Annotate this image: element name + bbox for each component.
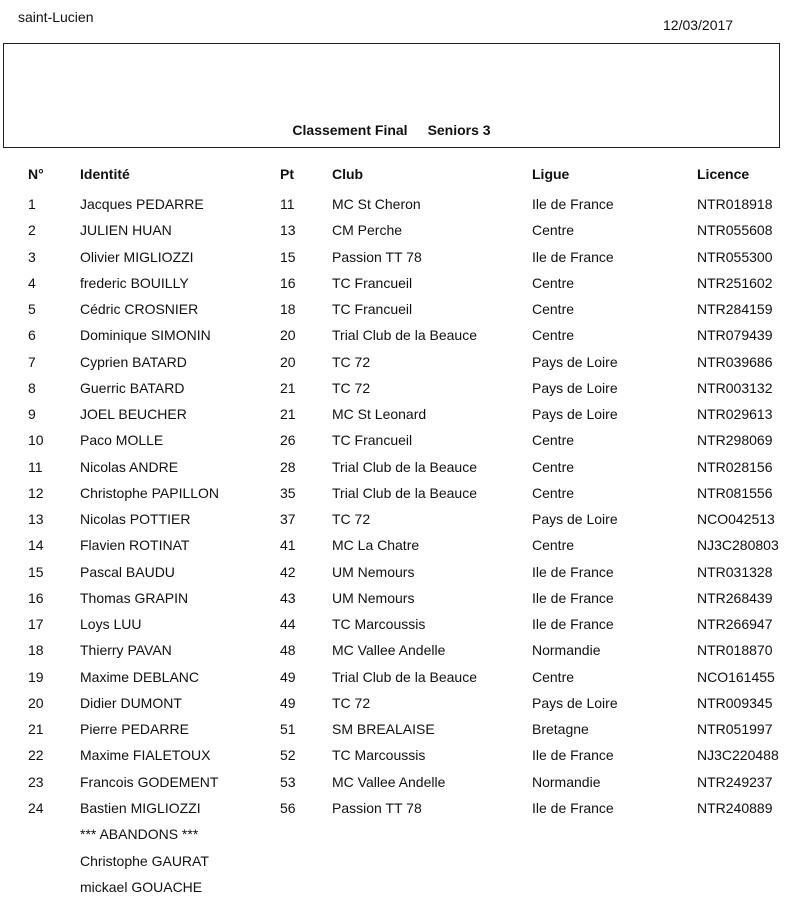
cell-rider-name: Maxime FIALETOUX: [80, 747, 211, 764]
cell-league: Pays de Loire: [532, 694, 618, 711]
cell-rider-name: JULIEN HUAN: [80, 222, 172, 239]
results-table: [0, 196, 800, 826]
cell-club: TC Marcoussis: [332, 616, 426, 632]
cell-points: 53: [280, 773, 296, 790]
cell-licence: NJ3C280803: [697, 537, 779, 554]
table-row: [0, 616, 800, 642]
cell-rider-name: Flavien ROTINAT: [80, 537, 190, 554]
table-row: [0, 774, 800, 800]
cell-club: Trial Club de la Beauce: [332, 484, 478, 501]
cell-points: 52: [280, 747, 296, 764]
header-num: N°: [28, 166, 44, 182]
table-row: [0, 590, 800, 616]
cell-club: MC Vallee Andelle: [332, 773, 446, 790]
cell-club: Passion TT 78: [332, 248, 422, 265]
cell-rank: 3: [28, 248, 36, 265]
cell-rider-name: Thomas GRAPIN: [80, 589, 189, 606]
cell-rider-name: Didier DUMONT: [80, 694, 182, 711]
cell-rank: 20: [28, 694, 44, 711]
cell-league: Centre: [532, 537, 575, 554]
page-title: [4, 122, 779, 138]
cell-points: 56: [280, 799, 296, 816]
cell-points: 16: [280, 274, 296, 291]
cell-points: 26: [280, 432, 296, 449]
category-text: Seniors 3: [427, 122, 491, 138]
event-location: saint-Lucien: [18, 9, 94, 25]
table-row: [0, 537, 800, 563]
cell-league: Centre: [532, 484, 575, 501]
cell-points: 49: [280, 668, 296, 685]
cell-rank: 24: [28, 799, 44, 816]
cell-league: Centre: [532, 222, 575, 239]
header-identity: Identité: [80, 166, 130, 182]
cell-rider-name: Loys LUU: [80, 616, 142, 632]
cell-rank: 18: [28, 642, 44, 659]
cell-rider-name: Christophe PAPILLON: [80, 484, 220, 501]
cell-league: Ile de France: [532, 563, 614, 580]
cell-rank: 22: [28, 747, 44, 764]
table-row: [0, 459, 800, 485]
table-row: [0, 249, 800, 275]
cell-league: Ile de France: [532, 196, 614, 212]
cell-league: Centre: [532, 668, 575, 685]
cell-rider-name: Nicolas POTTIER: [80, 511, 191, 527]
cell-points: 11: [280, 196, 295, 212]
cell-points: 44: [280, 616, 296, 632]
cell-licence: NTR051997: [697, 721, 773, 737]
table-row: [0, 800, 800, 826]
cell-league: Ile de France: [532, 248, 614, 265]
cell-points: 21: [280, 406, 296, 422]
cell-club: CM Perche: [332, 222, 403, 239]
cell-club: Trial Club de la Beauce: [332, 668, 478, 685]
table-row: [0, 721, 800, 747]
cell-rider-name: Paco MOLLE: [80, 432, 164, 449]
cell-league: Centre: [532, 458, 575, 475]
cell-rank: 11: [28, 458, 43, 475]
table-row: [0, 301, 800, 327]
cell-league: Centre: [532, 432, 575, 449]
table-row: [0, 222, 800, 248]
cell-club: TC 72: [332, 353, 371, 370]
cell-rank: 23: [28, 773, 44, 790]
cell-club: TC 72: [332, 511, 371, 527]
table-row: [0, 354, 800, 380]
table-row: [0, 669, 800, 695]
cell-points: 13: [280, 222, 296, 239]
abandon-name: Christophe GAURAT: [80, 852, 209, 869]
header-licence: Licence: [697, 166, 750, 182]
cell-rank: 7: [28, 353, 36, 370]
table-row: [0, 747, 800, 773]
cell-rider-name: Guerric BATARD: [80, 379, 185, 396]
cell-licence: NJ3C220488: [697, 747, 779, 764]
cell-points: 42: [280, 563, 296, 580]
cell-league: Ile de France: [532, 616, 614, 632]
title-box: [3, 43, 780, 148]
cell-licence: NTR081556: [697, 484, 773, 501]
cell-club: TC Francueil: [332, 432, 413, 449]
cell-rank: 15: [28, 563, 44, 580]
cell-licence: NTR028156: [697, 458, 773, 475]
cell-points: 15: [280, 248, 296, 265]
cell-points: 49: [280, 694, 296, 711]
cell-league: Pays de Loire: [532, 511, 618, 527]
cell-rider-name: Nicolas ANDRE: [80, 458, 179, 475]
cell-rider-name: Pierre PEDARRE: [80, 721, 189, 737]
cell-club: TC 72: [332, 379, 371, 396]
cell-club: TC Francueil: [332, 274, 413, 291]
cell-league: Centre: [532, 301, 575, 317]
cell-league: Pays de Loire: [532, 379, 618, 396]
cell-rank: 13: [28, 511, 44, 527]
cell-club: Passion TT 78: [332, 799, 422, 816]
table-row: [0, 327, 800, 353]
cell-licence: NTR240889: [697, 799, 773, 816]
cell-league: Normandie: [532, 773, 601, 790]
cell-rank: 2: [28, 222, 36, 239]
cell-rider-name: Cédric CROSNIER: [80, 301, 199, 317]
cell-licence: NTR298069: [697, 432, 773, 449]
cell-club: Trial Club de la Beauce: [332, 458, 478, 475]
cell-points: 18: [280, 301, 296, 317]
cell-league: Centre: [532, 274, 575, 291]
cell-rank: 12: [28, 484, 44, 501]
cell-rank: 14: [28, 537, 44, 554]
cell-club: MC La Chatre: [332, 537, 420, 554]
event-date: 12/03/2017: [663, 17, 734, 33]
cell-points: 43: [280, 589, 296, 606]
title-text: Classement Final: [292, 122, 408, 138]
cell-club: UM Nemours: [332, 563, 415, 580]
cell-licence: NTR249237: [697, 773, 773, 790]
cell-club: TC Marcoussis: [332, 747, 426, 764]
cell-rider-name: Olivier MIGLIOZZI: [80, 248, 194, 265]
cell-league: Ile de France: [532, 799, 614, 816]
cell-licence: NTR266947: [697, 616, 773, 632]
cell-rider-name: Pascal BAUDU: [80, 563, 175, 580]
table-row: [0, 196, 800, 222]
cell-points: 21: [280, 379, 296, 396]
table-row: [0, 432, 800, 458]
cell-licence: NTR003132: [697, 379, 773, 396]
cell-points: 35: [280, 484, 296, 501]
cell-licence: NTR079439: [697, 327, 773, 344]
table-row: [0, 695, 800, 721]
cell-licence: NTR284159: [697, 301, 773, 317]
cell-rank: 9: [28, 406, 36, 422]
cell-points: 28: [280, 458, 296, 475]
cell-rider-name: Jacques PEDARRE: [80, 196, 204, 212]
cell-club: UM Nemours: [332, 589, 415, 606]
cell-rank: 6: [28, 327, 36, 344]
cell-rank: 5: [28, 301, 36, 317]
table-row: [0, 380, 800, 406]
cell-club: SM BREALAISE: [332, 721, 435, 737]
cell-licence: NTR009345: [697, 694, 773, 711]
cell-licence: NTR029613: [697, 406, 773, 422]
cell-licence: NCO042513: [697, 511, 775, 527]
table-header: [0, 166, 800, 186]
cell-licence: NTR055300: [697, 248, 773, 265]
table-row: [0, 511, 800, 537]
cell-rank: 16: [28, 589, 44, 606]
cell-rank: 8: [28, 379, 36, 396]
cell-club: TC 72: [332, 694, 371, 711]
abandon-name: mickael GOUACHE: [80, 879, 203, 895]
cell-rank: 4: [28, 274, 36, 291]
cell-rider-name: Francois GODEMENT: [80, 773, 219, 790]
cell-licence: NTR031328: [697, 563, 773, 580]
cell-club: Trial Club de la Beauce: [332, 327, 478, 344]
cell-points: 41: [280, 537, 296, 554]
cell-club: MC St Cheron: [332, 196, 421, 212]
cell-league: Normandie: [532, 642, 601, 659]
table-row: [0, 564, 800, 590]
table-row: [0, 275, 800, 301]
cell-league: Ile de France: [532, 747, 614, 764]
cell-rider-name: frederic BOUILLY: [80, 274, 189, 291]
cell-league: Ile de France: [532, 589, 614, 606]
cell-licence: NTR268439: [697, 589, 773, 606]
cell-rider-name: Cyprien BATARD: [80, 353, 187, 370]
cell-licence: NTR251602: [697, 274, 773, 291]
cell-licence: NTR055608: [697, 222, 773, 239]
cell-points: 51: [280, 721, 296, 737]
cell-club: MC St Leonard: [332, 406, 427, 422]
abandons-label: *** ABANDONS ***: [80, 826, 199, 842]
table-row: [0, 406, 800, 432]
cell-licence: NTR018918: [697, 196, 773, 212]
cell-points: 20: [280, 327, 296, 344]
cell-points: 20: [280, 353, 296, 370]
cell-rank: 10: [28, 432, 44, 449]
table-row: [0, 485, 800, 511]
cell-rider-name: Dominique SIMONIN: [80, 327, 211, 344]
abandons-section: [0, 826, 800, 906]
cell-rank: 17: [28, 616, 44, 632]
cell-league: Centre: [532, 327, 575, 344]
cell-club: TC Francueil: [332, 301, 413, 317]
cell-rank: 1: [28, 196, 36, 212]
cell-league: Pays de Loire: [532, 406, 618, 422]
cell-licence: NTR018870: [697, 642, 773, 659]
cell-licence: NCO161455: [697, 668, 775, 685]
cell-licence: NTR039686: [697, 353, 773, 370]
table-row: [0, 642, 800, 668]
cell-league: Pays de Loire: [532, 353, 618, 370]
cell-rider-name: Bastien MIGLIOZZI: [80, 799, 201, 816]
header-club: Club: [332, 166, 364, 182]
header-points: Pt: [280, 166, 294, 182]
cell-rider-name: Maxime DEBLANC: [80, 668, 200, 685]
cell-rank: 21: [28, 721, 44, 737]
cell-points: 37: [280, 511, 296, 527]
header-league: Ligue: [532, 166, 570, 182]
cell-rider-name: Thierry PAVAN: [80, 642, 172, 659]
cell-rank: 19: [28, 668, 44, 685]
cell-points: 48: [280, 642, 296, 659]
cell-league: Bretagne: [532, 721, 589, 737]
cell-club: MC Vallee Andelle: [332, 642, 446, 659]
cell-rider-name: JOEL BEUCHER: [80, 406, 187, 422]
